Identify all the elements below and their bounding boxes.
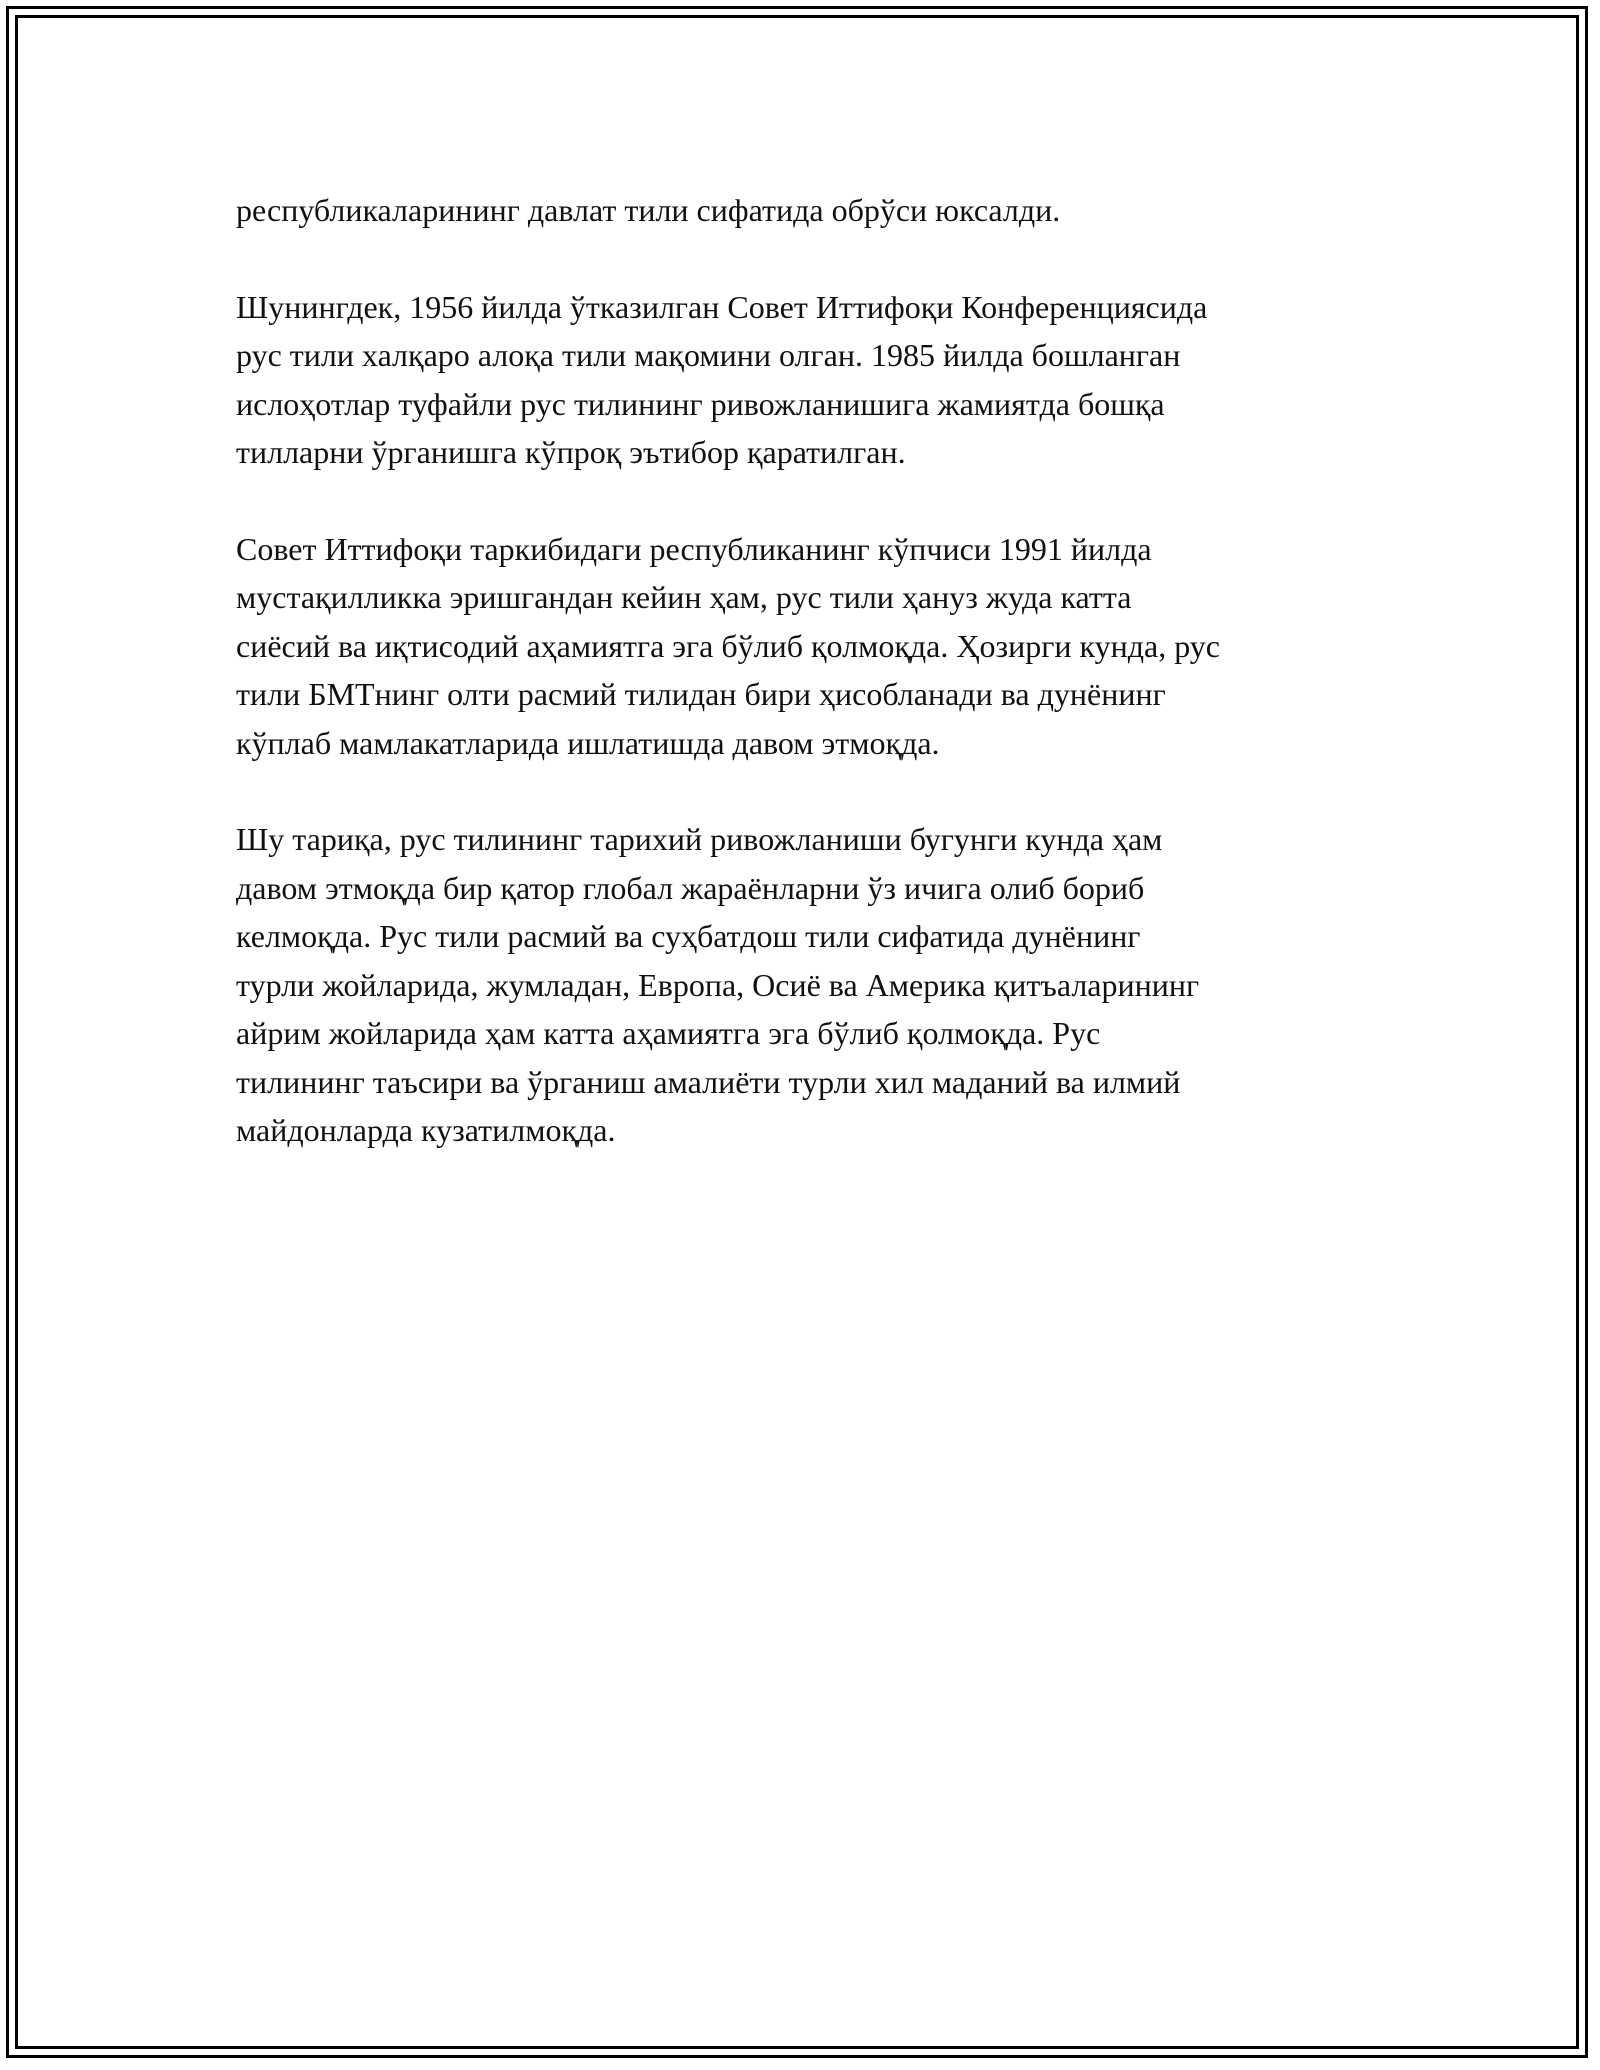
paragraph-3: Совет Иттифоқи таркибидаги республиканинг кўпчиси 1991 йилда мустақилликка эришгандан кейин ҳам, рус тили ҳануз жуда катта сиёсий ва иқтисодий аҳамиятга эга бўлиб қолмоқда. Ҳозирги кунда, рус тили БМТнинг олти расмий тилидан бири ҳисобланади ва дунёнинг кўплаб мамлакатларида ишлатишда давом этмоқда. [236, 530, 1220, 761]
paragraph-4: Шу тариқа, рус тилининг тарихий ривожланиши бугунги кунда ҳам давом этмоқда бир қатор глобал жараёнларни ўз ичига олиб бориб келмоқда. Рус тили расмий ва суҳбатдош тили сифатида дунёнинг турли жойларида, жумладан, Европа, Осиё ва Америка қитъаларининг айрим жойларида ҳам катта аҳамиятга эга бўлиб қолмоқда. Рус тилининг таъсири ва ўрганиш амалиёти турли хил маданий ва илмий майдонларда кузатилмоқда. [236, 821, 1200, 1148]
paragraph-2: Шунингдек, 1956 йилда ўтказилган Совет Иттифоқи Конференциясида рус тили халқаро алоқа тили мақомини олган. 1985 йилда бошланган ислоҳотлар туфайли рус тилининг ривожланишига жамиятда бошқа тилларни ўрганишга кўпроқ эътибор қаратилган. [236, 288, 1208, 470]
document-body [236, 186, 1376, 1203]
paragraph-1: республикаларининг давлат тили сифатида обрўси юксалди. [236, 192, 1061, 228]
